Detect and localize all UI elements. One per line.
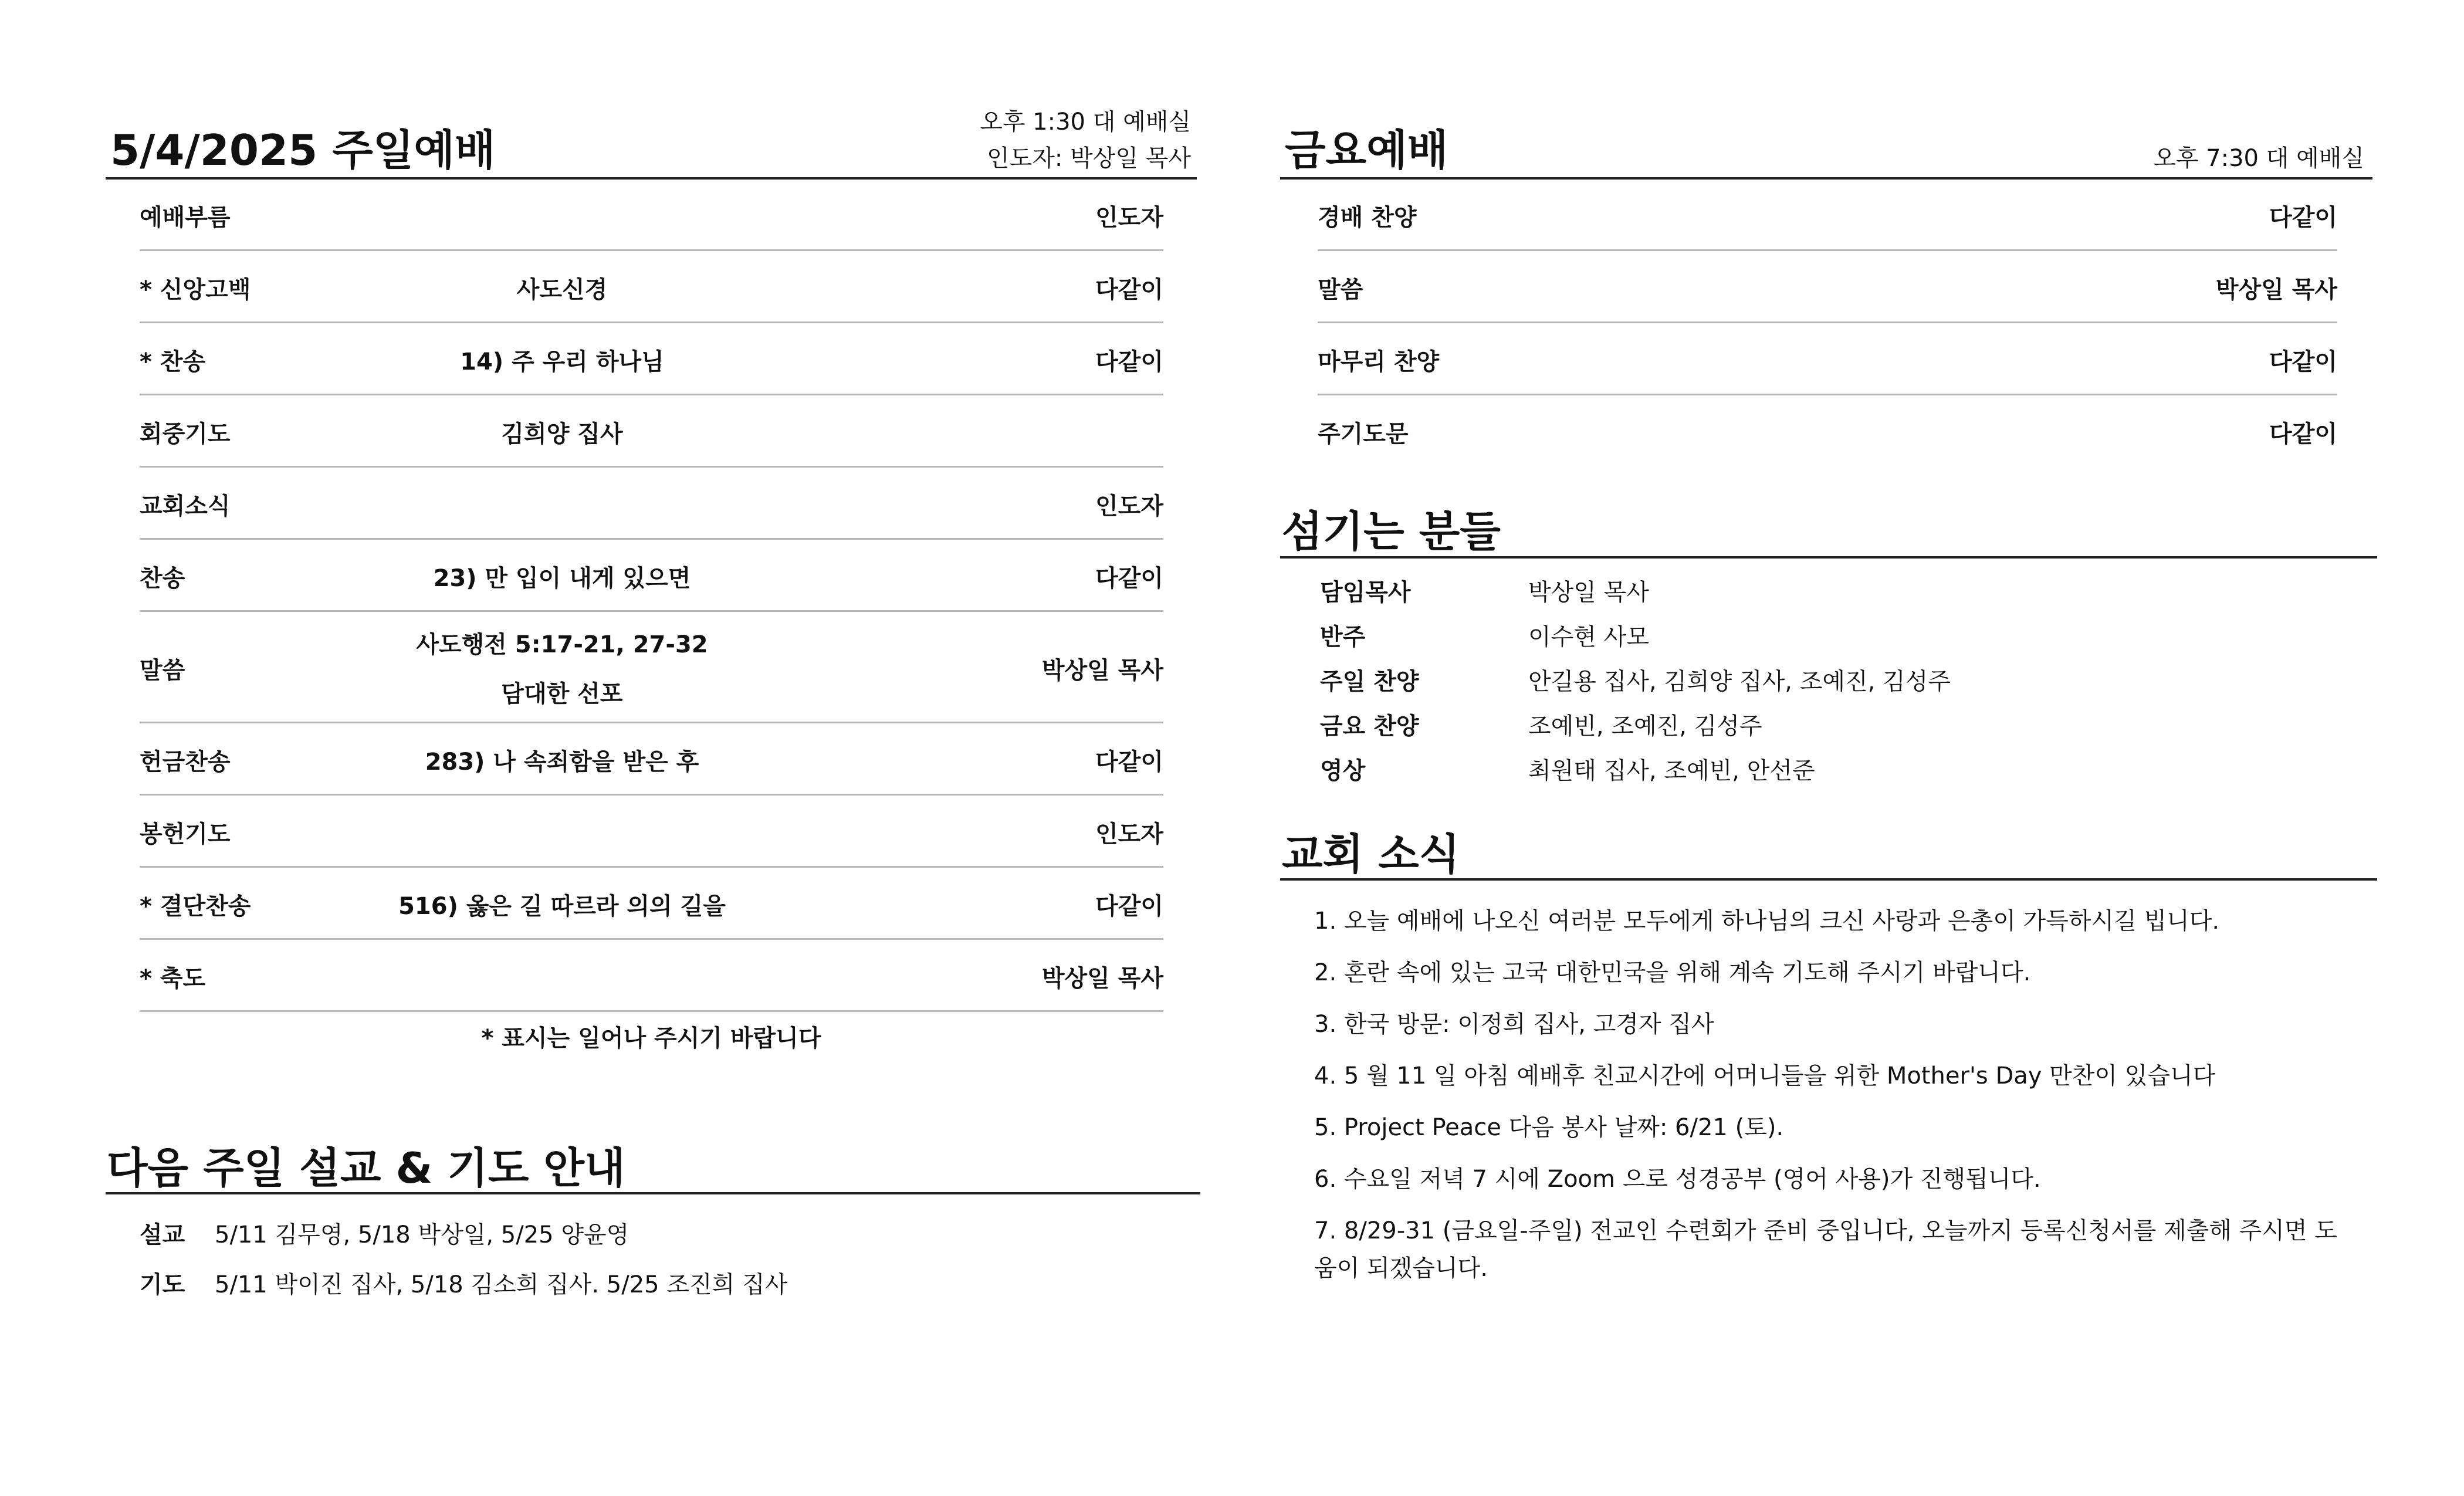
prayer-schedule: 5/11 박이진 집사, 5/18 김소희 집사. 5/25 조진희 집사	[215, 1271, 788, 1298]
order-label: * 축도	[140, 965, 206, 992]
order-label: 말씀	[1318, 276, 1363, 303]
servant-row	[1320, 759, 2317, 783]
next-prayer-row	[140, 1273, 1137, 1297]
order-label: 찬송	[140, 565, 185, 592]
order-by: 다같이	[2269, 204, 2337, 231]
sunday-order-row	[140, 612, 1163, 723]
order-by: 인도자	[1095, 204, 1163, 231]
servants-title: 섬기는 분들	[1282, 507, 1501, 556]
news-item: 4. 5 월 11 일 아침 예배후 친교시간에 어머니들을 위한 Mother's Day 만찬이 있습니다	[1314, 1062, 2216, 1089]
servant-names: 조예빈, 조예진, 김성주	[1528, 713, 1762, 740]
next-sermon-row	[140, 1223, 1137, 1247]
order-label: 헌금찬송	[140, 749, 231, 776]
order-by: 박상일 목사	[1041, 657, 1163, 684]
order-label: 마무리 찬양	[1318, 348, 1440, 375]
sunday-order-row	[140, 868, 1163, 940]
servant-role: 주일 찬양	[1320, 668, 1419, 695]
order-label: 경배 찬양	[1318, 204, 1417, 231]
order-by: 다같이	[1095, 749, 1163, 776]
order-by: 다같이	[1095, 348, 1163, 375]
order-by: 다같이	[2269, 421, 2337, 448]
order-by: 다같이	[1095, 276, 1163, 303]
sunday-order-row	[140, 796, 1163, 868]
news-item: 1. 오늘 예배에 나오신 여러분 모두에게 하나님의 크신 사랑과 은총이 가득하시길 빕니다.	[1314, 908, 2220, 935]
news-title: 교회 소식	[1282, 830, 1460, 879]
sunday-order-row	[140, 723, 1163, 796]
sunday-order-row	[140, 940, 1163, 1012]
order-content: 김희양 집사	[501, 421, 623, 448]
servant-names: 박상일 목사	[1528, 579, 1649, 606]
order-label: 예배부름	[140, 204, 231, 231]
servant-names: 안길용 집사, 김희양 집사, 조예진, 김성주	[1528, 668, 1951, 695]
sunday-order-row	[140, 323, 1163, 395]
order-content: 283) 나 속죄함을 받은 후	[425, 749, 699, 776]
order-content: 사도신경	[516, 276, 608, 303]
friday-order-row	[1318, 395, 2337, 466]
sermon-scripture: 사도행전 5:17-21, 27-32	[416, 631, 708, 658]
sunday-order-row	[140, 468, 1163, 540]
order-label: * 결단찬송	[140, 893, 251, 920]
sunday-leader: 인도자: 박상일 목사	[986, 145, 1191, 172]
order-by: 박상일 목사	[2215, 276, 2337, 303]
next-week-rule	[106, 1192, 1200, 1194]
order-label: 교회소식	[140, 493, 231, 520]
servant-row	[1320, 670, 2317, 693]
news-item: 6. 수요일 저녁 7 시에 Zoom 으로 성경공부 (영어 사용)가 진행됩니다.	[1314, 1166, 2041, 1193]
friday-order-row	[1318, 251, 2337, 323]
order-by: 박상일 목사	[1041, 965, 1163, 992]
order-label: 말씀	[140, 657, 185, 684]
friday-order-row	[1318, 179, 2337, 251]
order-by: 인도자	[1095, 493, 1163, 520]
servant-role: 담임목사	[1320, 579, 1411, 606]
news-item: 3. 한국 방문: 이정희 집사, 고경자 집사	[1314, 1011, 1714, 1038]
servant-row	[1320, 581, 2317, 604]
order-label: 주기도문	[1318, 421, 1409, 448]
order-by: 인도자	[1095, 821, 1163, 848]
sermon-label: 설교	[140, 1221, 185, 1248]
friday-service-title: 금요예배	[1285, 126, 1448, 175]
friday-time-place: 오후 7:30 대 예배실	[2153, 145, 2364, 172]
order-by: 다같이	[1095, 565, 1163, 592]
order-content: 14) 주 우리 하나님	[460, 348, 664, 375]
servant-role: 반주	[1320, 624, 1366, 651]
news-rule	[1280, 878, 2377, 881]
friday-order-row	[1318, 323, 2337, 395]
order-label: * 찬송	[140, 348, 206, 375]
order-by: 다같이	[2269, 348, 2337, 375]
prayer-label: 기도	[140, 1271, 185, 1298]
sunday-time-place: 오후 1:30 대 예배실	[980, 109, 1191, 136]
standing-note: * 표시는 일어나 주시기 바랍니다	[481, 1025, 821, 1052]
servant-names: 최원태 집사, 조예빈, 안선준	[1528, 757, 1815, 784]
order-by: 다같이	[1095, 893, 1163, 920]
servant-names: 이수현 사모	[1528, 624, 1649, 651]
servant-role: 금요 찬양	[1320, 713, 1419, 740]
servant-role: 영상	[1320, 757, 1366, 784]
sunday-order-row	[140, 179, 1163, 251]
next-week-title: 다음 주일 설교 & 기도 안내	[107, 1143, 625, 1193]
servant-row	[1320, 625, 2317, 649]
news-item: 5. Project Peace 다음 봉사 날짜: 6/21 (토).	[1314, 1114, 1784, 1141]
sermon-title: 담대한 선포	[501, 681, 623, 708]
order-label: * 신앙고백	[140, 276, 251, 303]
order-label: 회중기도	[140, 421, 231, 448]
sermon-schedule: 5/11 김무영, 5/18 박상일, 5/25 양윤영	[215, 1221, 629, 1248]
sunday-order-row	[140, 540, 1163, 612]
sunday-service-title: 5/4/2025 주일예배	[110, 126, 496, 175]
sunday-order-row	[140, 251, 1163, 323]
news-item: 7. 8/29-31 (금요일-주일) 전교인 수련회가 준비 중입니다, 오늘까지 등록신청서를 제출해 주시면 도움이 되겠습니다.	[1314, 1217, 2337, 1282]
order-label: 봉헌기도	[140, 821, 231, 848]
news-item: 2. 혼란 속에 있는 고국 대한민국을 위해 계속 기도해 주시기 바랍니다.	[1314, 959, 2031, 986]
servants-rule	[1280, 556, 2377, 559]
servant-row	[1320, 715, 2317, 738]
sunday-order-row	[140, 395, 1163, 468]
order-content: 23) 만 입이 내게 있으면	[433, 565, 691, 592]
order-content: 516) 옳은 길 따르라 의의 길을	[398, 893, 726, 920]
